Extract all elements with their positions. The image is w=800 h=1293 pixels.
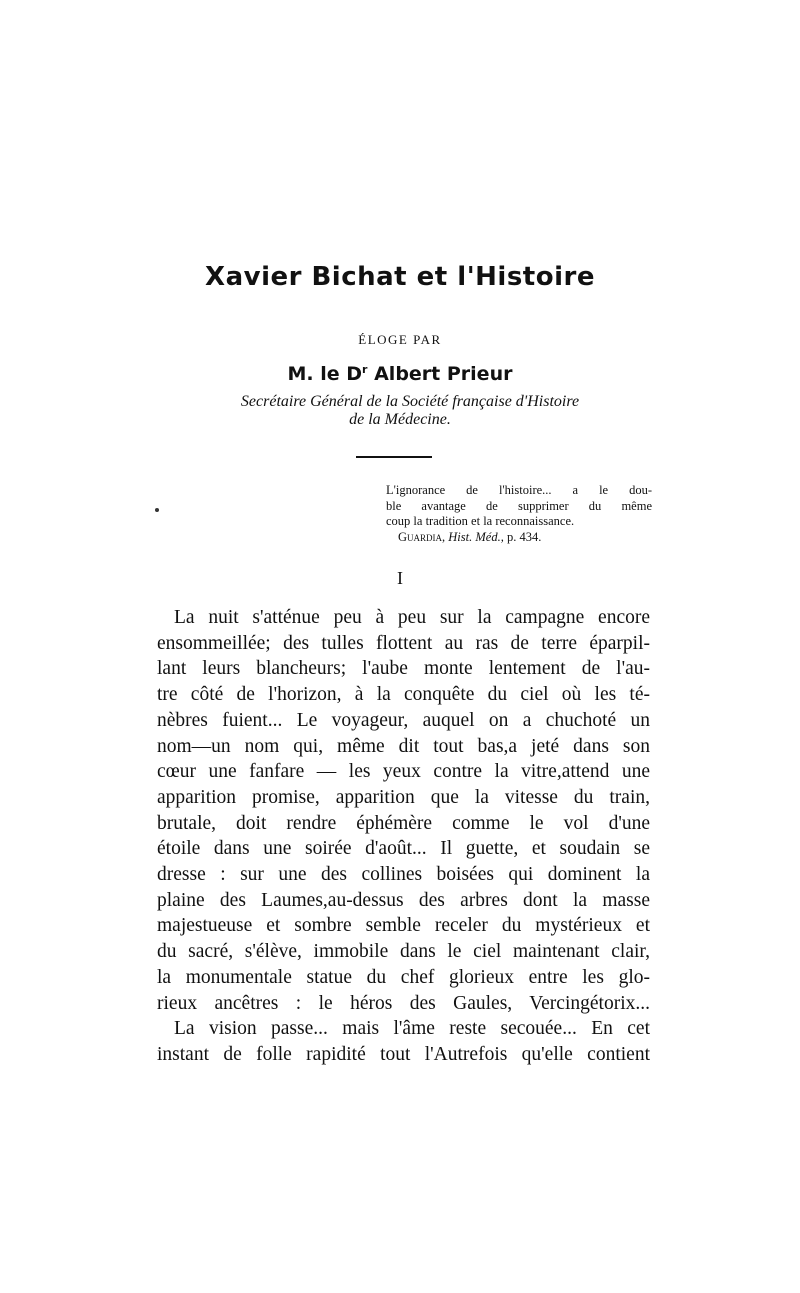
author-affiliation-line-1: Secrétaire Général de la Société française d'Histoire (240, 393, 580, 410)
body-line: cœur une fanfare — les yeux contre la vitre,attend une (157, 761, 650, 783)
eloge-label: ÉLOGE PAR (358, 332, 442, 347)
epigraph-line: L'ignorance de l'histoire... a le dou- (386, 483, 652, 497)
author-sup: r (362, 363, 368, 376)
body-line: ensommeillée; des tulles flottent au ras de terre éparpil- (157, 632, 650, 654)
article-title: Xavier Bichat et l'Histoire (205, 262, 595, 292)
body-line: du sacré, s'élève, immobile dans le ciel maintenant clair, (157, 941, 650, 963)
body-line: plaine des Laumes,au-dessus des arbres dont la masse (157, 889, 650, 911)
author-line (0, 363, 800, 385)
body-line: nèbres fuient... Le voyageur, auquel on a chuchoté un (157, 709, 650, 731)
margin-dot (155, 508, 159, 512)
body-line: instant de folle rapidité tout l'Autrefois qu'elle contient (157, 1043, 650, 1065)
epigraph-source-work: Hist. Méd., (445, 529, 504, 544)
epigraph-source-author: Guardia, (398, 529, 446, 544)
body-line: nom—un nom qui, même dit tout bas,a jeté dans son (157, 735, 650, 757)
body-line: majestueuse et sombre semble receler du mystérieux et (157, 915, 650, 937)
body-paragraph (157, 605, 650, 1068)
body-line: tre côté de l'horizon, à la conquête du ciel où les té- (157, 684, 650, 706)
body-line: apparition promise, apparition que la vitesse du train, (157, 786, 650, 808)
epigraph (386, 483, 652, 545)
body-line: La nuit s'atténue peu à peu sur la campagne encore (174, 607, 650, 628)
section-number: I (397, 568, 403, 588)
body-line: rieux ancêtres : le héros des Gaules, Vercingétorix... (157, 992, 650, 1014)
epigraph-line: coup la tradition et la reconnaissance. (386, 514, 575, 528)
body-line: brutale, doit rendre éphémère comme le vol d'une (157, 812, 650, 834)
body-line: La vision passe... mais l'âme reste secouée... En cet (174, 1018, 650, 1040)
body-line: dresse : sur une des collines boisées qui dominent la (157, 864, 650, 886)
author-prefix: M. le D (287, 363, 363, 385)
epigraph-source (386, 530, 652, 546)
body-line: lant leurs blancheurs; l'aube monte lentement de l'au- (157, 658, 650, 680)
author-affiliation-line-2: de la Médecine. (349, 411, 451, 428)
epigraph-source-page: p. 434. (503, 529, 542, 544)
separator-rule (356, 456, 432, 458)
body-line: étoile dans une soirée d'août... Il guette, et soudain se (157, 838, 650, 860)
body-line: la monumentale statue du chef glorieux entre les glo- (157, 966, 650, 988)
author-name: Albert Prieur (367, 363, 513, 385)
epigraph-line: ble avantage de supprimer du même (386, 498, 652, 513)
